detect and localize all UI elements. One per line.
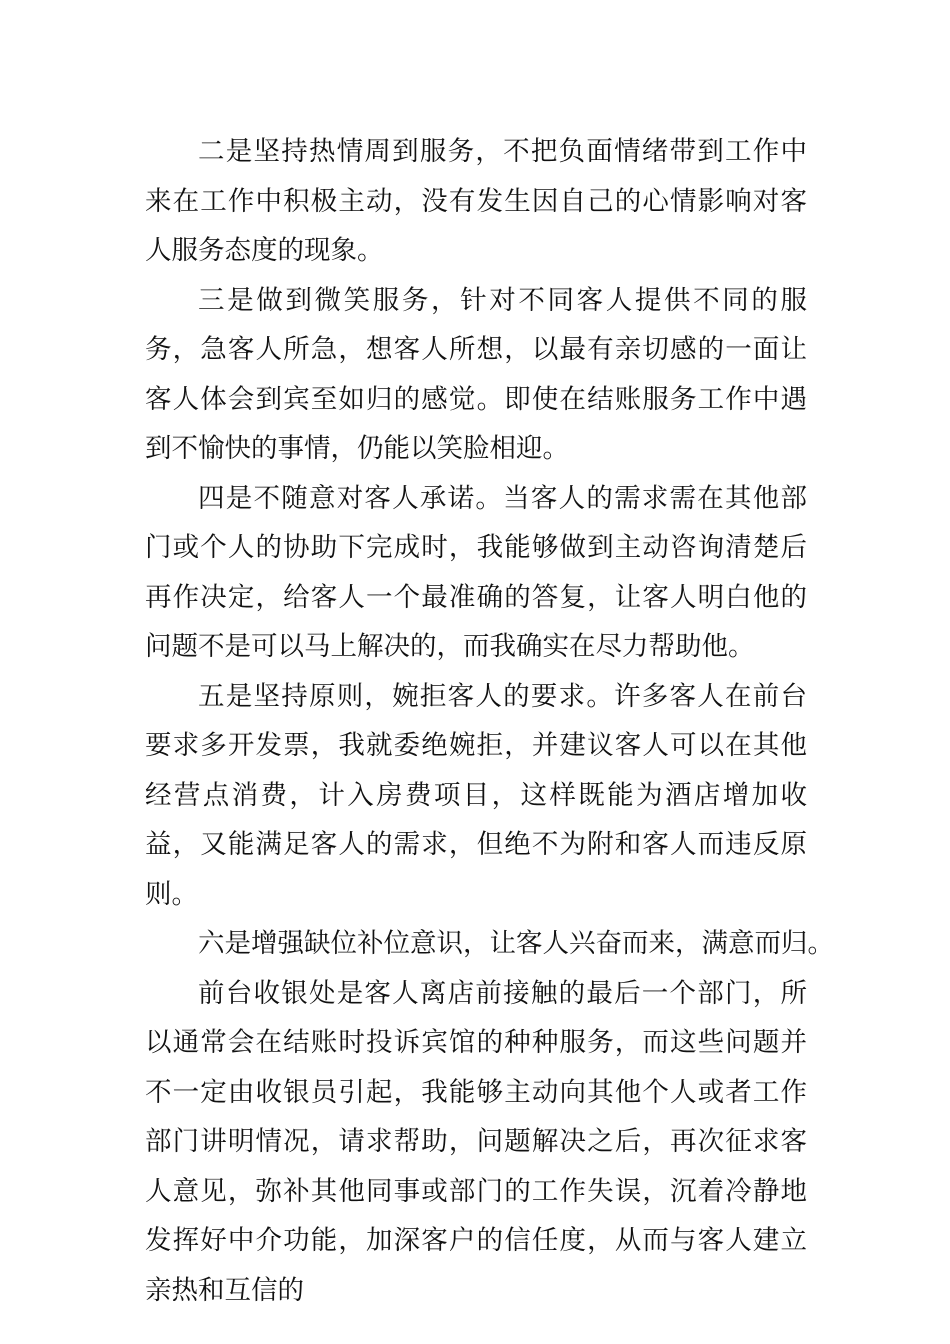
paragraph-principles: 五是坚持原则，婉拒客人的要求。许多客人在前台要求多开发票，我就委绝婉拒，并建议客人可以在其他经营点消费，计入房费项目，这样既能为酒店增加收益，又能满足客人的需求，但绝不为附和客人而违反原则。 [145, 680, 807, 910]
paragraph-smile-service: 三是做到微笑服务，针对不同客人提供不同的服务，急客人所急，想客人所想，以最有亲切感的一面让客人体会到宾至如归的感觉。即使在结账服务工作中遇到不愉快的事情，仍能以笑脸相迎。 [145, 284, 807, 464]
paragraph-fill-gaps: 六是增强缺位补位意识，让客人兴奋而来，满意而归。 [198, 928, 834, 959]
document-body [145, 127, 834, 1315]
paragraph-front-desk-cashier: 前台收银处是客人离店前接触的最后一个部门，所以通常会在结账时投诉宾馆的种种服务，而这些问题并不一定由收银员引起，我能够主动向其他个人或者工作部门讲明情况，请求帮助，问题解决之后，再次征求客人意见，弥补其他同事或部门的工作失误，沉着冷静地发挥好中介功能，加深客户的信任度，从而与客人建立亲热和互信的 [145, 977, 807, 1306]
paragraph-service-attitude: 二是坚持热情周到服务，不把负面情绪带到工作中来在工作中积极主动，没有发生因自己的心情影响对客人服务态度的现象。 [145, 136, 807, 266]
paragraph-no-casual-promise: 四是不随意对客人承诺。当客人的需求需在其他部门或个人的协助下完成时，我能够做到主动咨询清楚后再作决定，给客人一个最准确的答复，让客人明白他的问题不是可以马上解决的，而我确实在尽力帮助他。 [145, 482, 807, 662]
